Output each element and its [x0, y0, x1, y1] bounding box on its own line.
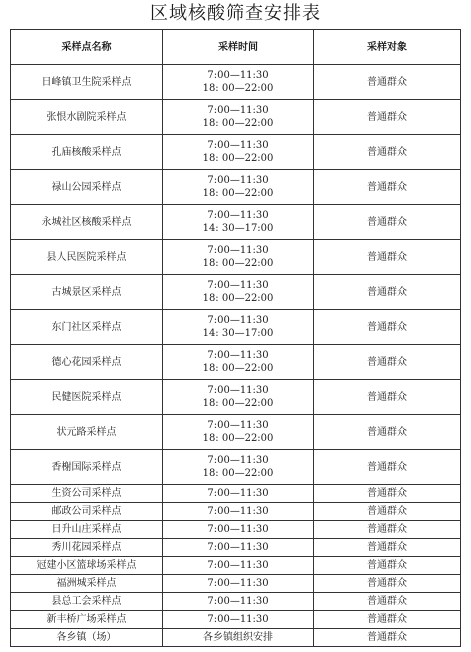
time-slot: 14: 30—17:00 — [202, 223, 274, 234]
time-slot: 14: 30—17:00 — [202, 328, 274, 339]
time-slot: 18: 00—22:00 — [202, 118, 274, 129]
sampling-target-cell: 普通群众 — [314, 380, 461, 415]
table-row — [11, 65, 461, 100]
site-name-cell: 福洲城采样点 — [11, 575, 163, 593]
site-name-cell: 秀川花园采样点 — [11, 539, 163, 557]
time-slot: 18: 00—22:00 — [202, 398, 274, 409]
sampling-time-cell — [163, 415, 314, 450]
site-name-cell: 孔庙核酸采样点 — [11, 135, 163, 170]
site-name-cell: 日升山庄采样点 — [11, 521, 163, 539]
time-slot: 18: 00—22:00 — [202, 188, 274, 199]
site-name-cell: 县总工会采样点 — [11, 593, 163, 611]
time-slot: 7:00—11:30 — [207, 614, 269, 625]
table-row — [11, 380, 461, 415]
sampling-target-cell: 普通群众 — [314, 557, 461, 575]
sampling-time-cell — [163, 575, 314, 593]
table-row — [11, 170, 461, 205]
page-title: 区域核酸筛查安排表 — [150, 3, 321, 24]
site-name-cell: 张恨水剧院采样点 — [11, 100, 163, 135]
table-row — [11, 593, 461, 611]
sampling-target-cell: 普通群众 — [314, 345, 461, 380]
table-row — [11, 310, 461, 345]
sampling-target-cell: 普通群众 — [314, 65, 461, 100]
time-slot: 7:00—11:30 — [207, 245, 269, 256]
sampling-time-cell — [163, 205, 314, 240]
table-row — [11, 503, 461, 521]
time-slot: 18: 00—22:00 — [202, 153, 274, 164]
header-sampling-target: 采样对象 — [314, 30, 461, 65]
site-name-cell: 生资公司采样点 — [11, 485, 163, 503]
time-slot: 18: 00—22:00 — [202, 468, 274, 479]
site-name-cell: 日峰镇卫生院采样点 — [11, 65, 163, 100]
table-row — [11, 100, 461, 135]
time-slot: 7:00—11:30 — [207, 542, 269, 553]
time-slot: 18: 00—22:00 — [202, 258, 274, 269]
sampling-time-cell — [163, 65, 314, 100]
sampling-time-cell — [163, 310, 314, 345]
site-name-cell: 古城景区采样点 — [11, 275, 163, 310]
time-slot: 7:00—11:30 — [207, 175, 269, 186]
time-slot: 7:00—11:30 — [207, 524, 269, 535]
table-row — [11, 450, 461, 485]
site-name-cell: 永城社区核酸采样点 — [11, 205, 163, 240]
table-row — [11, 629, 461, 647]
site-name-cell: 禄山公园采样点 — [11, 170, 163, 205]
sampling-time-cell — [163, 521, 314, 539]
table-row — [11, 240, 461, 275]
time-slot: 7:00—11:30 — [207, 105, 269, 116]
table-row — [11, 205, 461, 240]
sampling-target-cell: 普通群众 — [314, 415, 461, 450]
sampling-target-cell: 普通群众 — [314, 629, 461, 647]
sampling-target-cell: 普通群众 — [314, 485, 461, 503]
time-slot: 7:00—11:30 — [207, 506, 269, 517]
site-name-cell: 冠建小区篮球场采样点 — [11, 557, 163, 575]
table-row — [11, 135, 461, 170]
time-slot: 7:00—11:30 — [207, 70, 269, 81]
sampling-target-cell: 普通群众 — [314, 170, 461, 205]
sampling-time-cell — [163, 275, 314, 310]
table-row — [11, 611, 461, 629]
time-slot: 7:00—11:30 — [207, 280, 269, 291]
sampling-time-cell — [163, 135, 314, 170]
time-slot: 7:00—11:30 — [207, 140, 269, 151]
sampling-time-cell — [163, 611, 314, 629]
sampling-time-cell — [163, 485, 314, 503]
sampling-target-cell: 普通群众 — [314, 575, 461, 593]
sampling-time-cell — [163, 557, 314, 575]
time-slot: 7:00—11:30 — [207, 488, 269, 499]
sampling-time-cell — [163, 503, 314, 521]
time-slot: 18: 00—22:00 — [202, 83, 274, 94]
site-name-cell: 新丰桥广场采样点 — [11, 611, 163, 629]
time-slot: 7:00—11:30 — [207, 560, 269, 571]
sampling-time-cell — [163, 170, 314, 205]
table-row — [11, 415, 461, 450]
time-slot: 18: 00—22:00 — [202, 363, 274, 374]
time-slot: 各乡镇组织安排 — [203, 632, 273, 643]
time-slot: 18: 00—22:00 — [202, 433, 274, 444]
table-row — [11, 485, 461, 503]
sampling-target-cell: 普通群众 — [314, 100, 461, 135]
header-site-name: 采样点名称 — [11, 30, 163, 65]
site-name-cell: 县人民医院采样点 — [11, 240, 163, 275]
sampling-time-cell — [163, 380, 314, 415]
table-row — [11, 539, 461, 557]
site-name-cell: 香榭国际采样点 — [11, 450, 163, 485]
site-name-cell: 民健医院采样点 — [11, 380, 163, 415]
time-slot: 7:00—11:30 — [207, 315, 269, 326]
sampling-time-cell — [163, 240, 314, 275]
sampling-target-cell: 普通群众 — [314, 611, 461, 629]
site-name-cell: 状元路采样点 — [11, 415, 163, 450]
site-name-cell: 东门社区采样点 — [11, 310, 163, 345]
sampling-target-cell: 普通群众 — [314, 593, 461, 611]
site-name-cell: 德心花园采样点 — [11, 345, 163, 380]
sampling-target-cell: 普通群众 — [314, 205, 461, 240]
sampling-target-cell: 普通群众 — [314, 450, 461, 485]
sampling-time-cell — [163, 629, 314, 647]
table-row — [11, 345, 461, 380]
time-slot: 7:00—11:30 — [207, 385, 269, 396]
sampling-time-cell — [163, 450, 314, 485]
sampling-time-cell — [163, 593, 314, 611]
time-slot: 7:00—11:30 — [207, 578, 269, 589]
sampling-target-cell: 普通群众 — [314, 310, 461, 345]
sampling-time-cell — [163, 345, 314, 380]
table-row — [11, 557, 461, 575]
sampling-target-cell: 普通群众 — [314, 135, 461, 170]
time-slot: 7:00—11:30 — [207, 210, 269, 221]
sampling-target-cell: 普通群众 — [314, 240, 461, 275]
time-slot: 7:00—11:30 — [207, 455, 269, 466]
time-slot: 7:00—11:30 — [207, 350, 269, 361]
sampling-target-cell: 普通群众 — [314, 503, 461, 521]
sampling-target-cell: 普通群众 — [314, 539, 461, 557]
table-row — [11, 521, 461, 539]
site-name-cell: 各乡镇（场） — [11, 629, 163, 647]
sampling-time-cell — [163, 100, 314, 135]
sampling-target-cell: 普通群众 — [314, 275, 461, 310]
header-sampling-time: 采样时间 — [163, 30, 314, 65]
table-header-row — [11, 30, 461, 65]
sampling-target-cell: 普通群众 — [314, 521, 461, 539]
table-row — [11, 275, 461, 310]
site-name-cell: 邮政公司采样点 — [11, 503, 163, 521]
sampling-time-cell — [163, 539, 314, 557]
table-row — [11, 575, 461, 593]
time-slot: 18: 00—22:00 — [202, 293, 274, 304]
time-slot: 7:00—11:30 — [207, 596, 269, 607]
time-slot: 7:00—11:30 — [207, 420, 269, 431]
schedule-table — [10, 29, 461, 647]
